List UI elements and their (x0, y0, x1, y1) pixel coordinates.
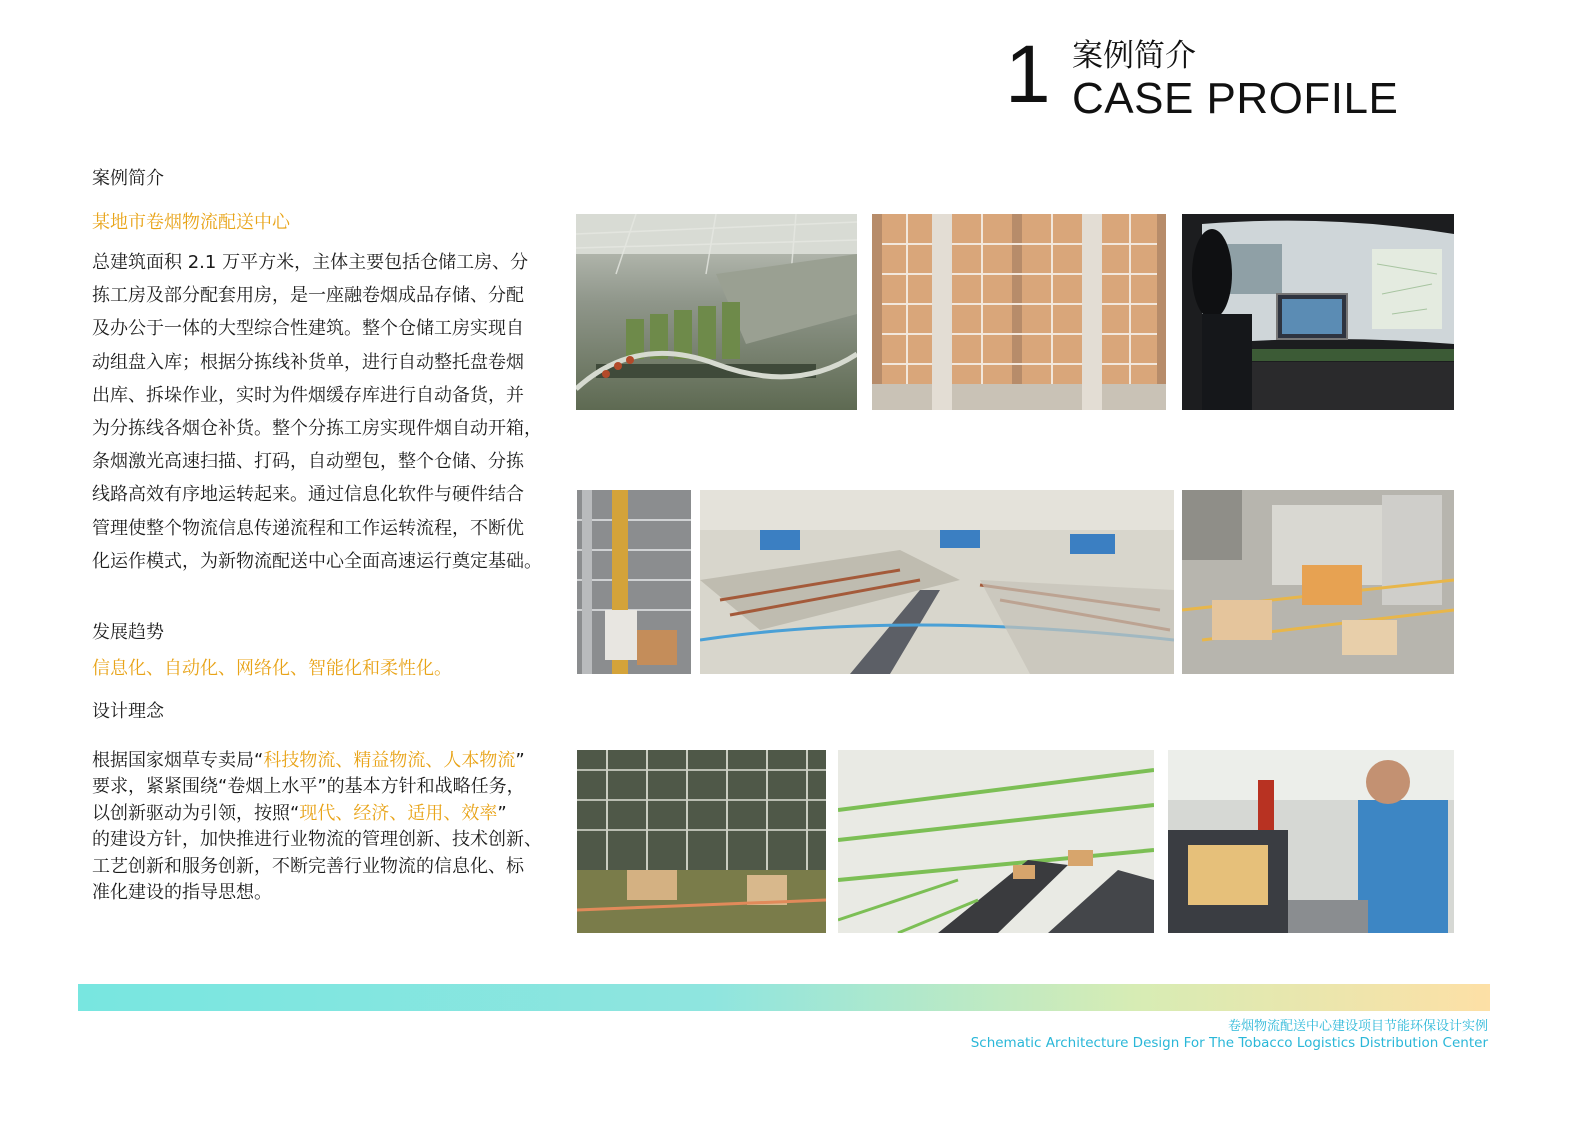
body-line: 管理使整个物流信息传递流程和工作运转流程，不断优 (92, 517, 524, 539)
concept-body (92, 748, 542, 906)
photo-high-bay-racks (872, 214, 1166, 410)
body-line: 出库、拆垛作业，实时为件烟缓存库进行自动备货，并 (92, 384, 524, 406)
concept-line: 根据国家烟草专卖局“科技物流、精益物流、人本物流” (92, 750, 525, 771)
body-line: 及办公于一体的大型综合性建筑。整个仓储工房实现自 (92, 318, 524, 340)
footer-title-cn: 卷烟物流配送中心建设项目节能环保设计实例 (1227, 1019, 1488, 1034)
footer-gradient-bar (78, 984, 1490, 1011)
photo-control-room (1182, 214, 1454, 410)
concept-line: 准化建设的指导思想。 (92, 882, 272, 904)
concept-highlight: 科技物流、精益物流、人本物流 (263, 750, 516, 771)
trend-heading: 发展趋势 (92, 622, 164, 643)
photo-sorting-line-floor (700, 490, 1174, 674)
concept-highlight: 现代、经济、适用、效率 (299, 802, 498, 824)
body-line: 动组盘入库；根据分拣线补货单，进行自动整托盘卷烟 (92, 351, 524, 373)
concept-line: 要求，紧紧围绕“卷烟上水平”的基本方针和战略任务， (92, 776, 525, 798)
concept-line: 的建设方针，加快推进行业物流的管理创新、技术创新、 (92, 829, 542, 851)
section-title-en: CASE PROFILE (1072, 74, 1399, 123)
body-line: 总建筑面积 2.1 万平方米，主体主要包括仓储工房、分 (92, 252, 529, 273)
body-line: 化运作模式，为新物流配送中心全面高速运行奠定基础。 (92, 550, 542, 572)
photo-stacker-crane (577, 490, 691, 674)
photo-green-conveyor-line (838, 750, 1154, 933)
section-title-cn: 案例简介 (1072, 38, 1196, 74)
concept-line: 工艺创新和服务创新，不断完善行业物流的信息化、标 (92, 855, 524, 877)
body-line: 线路高效有序地运转起来。通过信息化软件与硬件结合 (92, 484, 524, 506)
project-name: 某地市卷烟物流配送中心 (92, 212, 290, 233)
body-line: 条烟激光高速扫描、打码，自动塑包，整个仓储、分拣 (92, 451, 524, 473)
body-line: 为分拣线各烟仓补货。整个分拣工房实现件烟自动开箱， (92, 418, 542, 440)
concept-line: 以创新驱动为引领，按照“现代、经济、适用、效率” (92, 802, 507, 824)
photo-operator-terminal (1168, 750, 1454, 933)
case-intro-heading: 案例简介 (92, 168, 164, 189)
trend-text: 信息化、自动化、网络化、智能化和柔性化。 (92, 658, 452, 679)
photo-warehouse-conveyors (577, 750, 826, 933)
body-line: 拣工房及部分配套用房，是一座融卷烟成品存储、分配 (92, 285, 524, 307)
photo-sorting-hall-overview (576, 214, 857, 410)
case-intro-body (92, 246, 542, 578)
footer-title-en: Schematic Architecture Design For The Tobacco Logistics Distribution Center (970, 1035, 1488, 1051)
concept-heading: 设计理念 (92, 701, 164, 722)
section-number: 1 (1005, 29, 1051, 120)
photo-carton-opening-machine (1182, 490, 1454, 674)
